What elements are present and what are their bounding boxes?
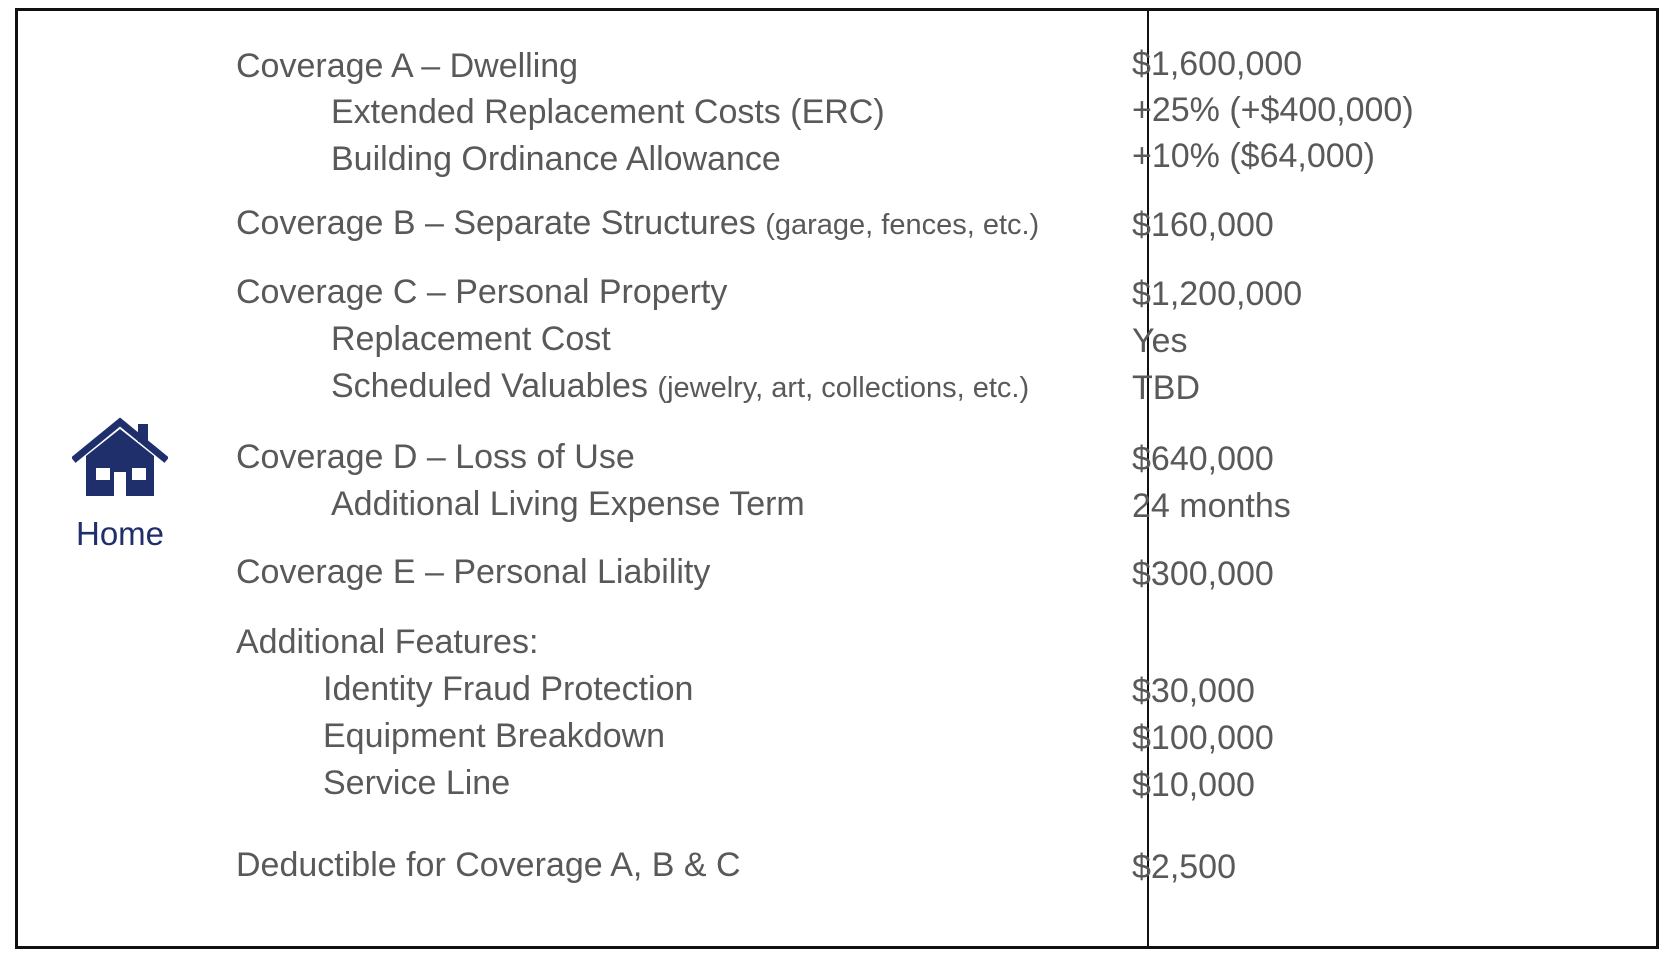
erc-label: Extended Replacement Costs (ERC) — [331, 93, 885, 131]
scheduled-valuables-value: TBD — [1132, 369, 1200, 407]
house-icon — [72, 414, 168, 498]
coverage-b-row — [236, 203, 1039, 245]
coverage-c-label: Coverage C – Personal Property — [236, 273, 728, 311]
ordinance-label: Building Ordinance Allowance — [331, 140, 781, 178]
coverage-d-label: Coverage D – Loss of Use — [236, 438, 635, 476]
scheduled-valuables-row — [331, 366, 1029, 408]
ordinance-value: +10% ($64,000) — [1132, 137, 1375, 175]
coverage-d-value: $640,000 — [1132, 440, 1274, 478]
equipment-breakdown-value: $100,000 — [1132, 719, 1274, 757]
coverage-b-label: Coverage B – Separate Structures — [236, 204, 756, 242]
coverage-a-value: $1,600,000 — [1132, 45, 1303, 83]
ale-value: 24 months — [1132, 487, 1291, 525]
deductible-label: Deductible for Coverage A, B & C — [236, 846, 741, 884]
coverage-e-label: Coverage E – Personal Liability — [236, 553, 711, 591]
identity-fraud-label: Identity Fraud Protection — [323, 670, 694, 708]
scheduled-valuables-label: Scheduled Valuables — [331, 367, 648, 405]
coverage-a-label: Coverage A – Dwelling — [236, 47, 579, 85]
ale-label: Additional Living Expense Term — [331, 485, 805, 523]
section-label-home: Home — [75, 515, 165, 552]
erc-value: +25% (+$400,000) — [1132, 91, 1414, 129]
equipment-breakdown-label: Equipment Breakdown — [323, 717, 666, 755]
deductible-value: $2,500 — [1132, 848, 1236, 886]
coverage-e-value: $300,000 — [1132, 555, 1274, 593]
coverage-b-note: (garage, fences, etc.) — [765, 209, 1040, 241]
identity-fraud-value: $30,000 — [1132, 672, 1255, 710]
coverage-table-frame — [15, 8, 1659, 949]
additional-features-label: Additional Features: — [236, 623, 539, 661]
service-line-value: $10,000 — [1132, 766, 1255, 804]
replacement-cost-value: Yes — [1132, 322, 1188, 360]
replacement-cost-label: Replacement Cost — [331, 320, 611, 358]
service-line-label: Service Line — [323, 764, 511, 802]
coverage-b-value: $160,000 — [1132, 206, 1274, 244]
coverage-c-value: $1,200,000 — [1132, 275, 1303, 313]
scheduled-valuables-note: (jewelry, art, collections, etc.) — [657, 372, 1030, 404]
